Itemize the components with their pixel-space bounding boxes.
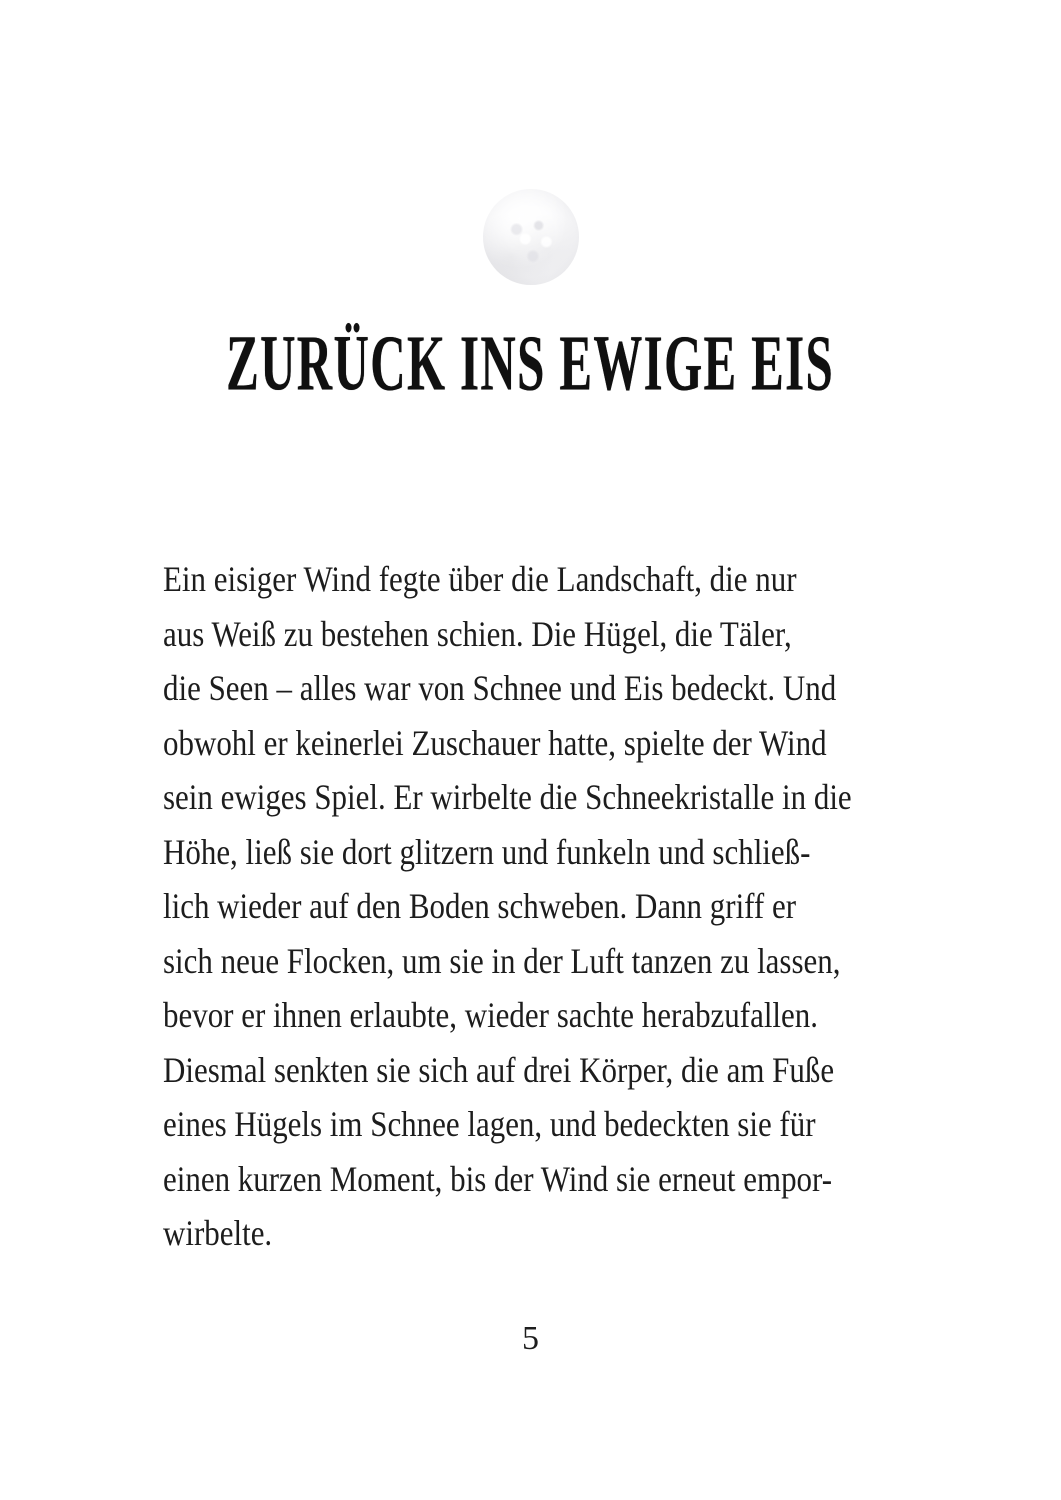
text-line: bevor er ihnen erlaubte, wieder sachte herabzufallen. (163, 995, 818, 1035)
text-line: einen kurzen Moment, bis der Wind sie erneut empor- (163, 1158, 833, 1199)
text-line: obwohl er keinerlei Zuschauer hatte, spielte der Wind (163, 722, 827, 763)
text-line: sich neue Flocken, um sie in der Luft tanzen zu lassen, (163, 940, 841, 981)
chapter-title: ZURÜCK INS EWIGE EIS (226, 318, 835, 407)
body-paragraph (163, 552, 938, 1261)
text-line: lich wieder auf den Boden schweben. Dann griff er (163, 886, 797, 926)
text-line: sein ewiges Spiel. Er wirbelte die Schneekristalle in die (163, 777, 852, 817)
text-line: Ein eisiger Wind fegte über die Landschaft, die nur (163, 559, 797, 599)
snowball-ornament-image (483, 189, 579, 285)
text-line: Höhe, ließ sie dort glitzern und funkeln und schließ- (163, 831, 811, 872)
chapter-title-row (0, 318, 1061, 408)
text-line: aus Weiß zu bestehen schien. Die Hügel, die Täler, (163, 613, 792, 654)
text-line: eines Hügels im Schnee lagen, und bedeckten sie für (163, 1104, 816, 1144)
text-line: die Seen – alles war von Schnee und Eis bedeckt. Und (163, 668, 837, 708)
text-line: Diesmal senkten sie sich auf drei Körper, die am Fuße (163, 1049, 835, 1090)
text-line: wirbelte. (163, 1213, 273, 1253)
page-number: 5 (522, 1320, 539, 1357)
